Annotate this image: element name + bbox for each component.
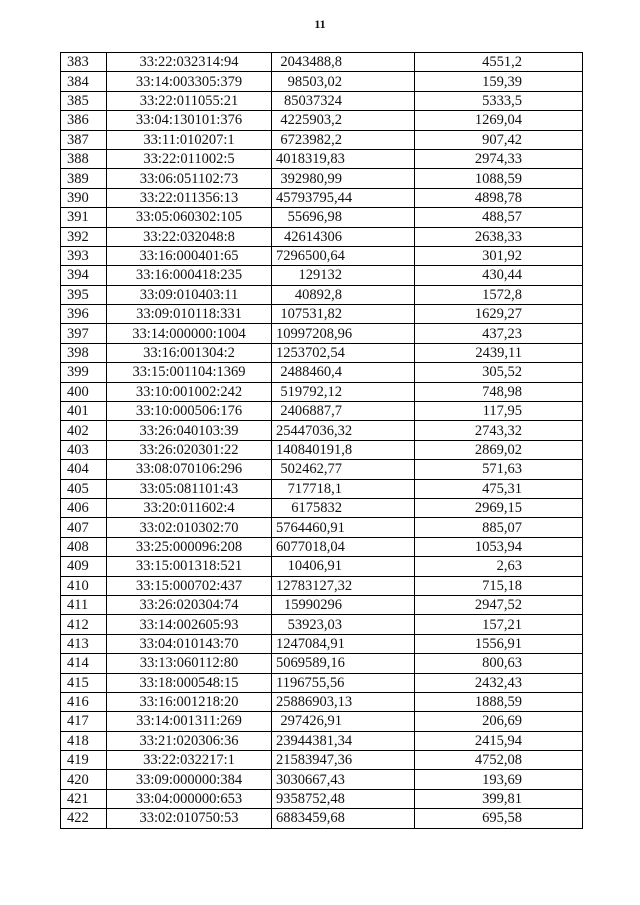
cadastral-number-cell: 33:22:032048:8 [107,227,272,246]
cadastral-value-cell: 4018319,83 [272,149,415,168]
row-number-cell: 407 [61,518,107,537]
cadastral-value-cell: 45793795,44 [272,188,415,207]
cadastral-number-cell: 33:22:011055:21 [107,91,272,110]
cadastral-value-cell: 42614306 [272,227,415,246]
row-number-cell: 398 [61,343,107,362]
row-number-cell: 408 [61,537,107,556]
amount-cell: 5333,5 [415,91,583,110]
amount-cell: 1088,59 [415,169,583,188]
cadastral-value-cell: 502462,77 [272,460,415,479]
amount-cell: 2415,94 [415,731,583,750]
cadastral-value-cell: 1253702,54 [272,343,415,362]
table-body [61,53,583,829]
amount-cell: 488,57 [415,208,583,227]
cadastral-number-cell: 33:16:001304:2 [107,343,272,362]
table-row [61,227,583,246]
cadastral-value-cell: 6723982,2 [272,130,415,149]
row-number-cell: 417 [61,712,107,731]
cadastral-number-cell: 33:15:001104:1369 [107,363,272,382]
cadastral-value-cell: 519792,12 [272,382,415,401]
cadastral-value-cell: 1196755,56 [272,673,415,692]
cadastral-value-cell: 140840191,8 [272,440,415,459]
table-row [61,460,583,479]
row-number-cell: 402 [61,421,107,440]
row-number-cell: 391 [61,208,107,227]
amount-cell: 159,39 [415,72,583,91]
row-number-cell: 387 [61,130,107,149]
row-number-cell: 390 [61,188,107,207]
cadastral-value-cell: 297426,91 [272,712,415,731]
row-number-cell: 421 [61,789,107,808]
amount-cell: 430,44 [415,266,583,285]
cadastral-number-cell: 33:14:002605:93 [107,615,272,634]
amount-cell: 885,07 [415,518,583,537]
amount-cell: 437,23 [415,324,583,343]
row-number-cell: 410 [61,576,107,595]
table-row [61,809,583,828]
amount-cell: 2969,15 [415,498,583,517]
row-number-cell: 401 [61,402,107,421]
cadastral-value-cell: 2406887,7 [272,402,415,421]
row-number-cell: 406 [61,498,107,517]
cadastral-value-cell: 6883459,68 [272,809,415,828]
cadastral-number-cell: 33:04:010143:70 [107,634,272,653]
cadastral-number-cell: 33:21:020306:36 [107,731,272,750]
amount-cell: 157,21 [415,615,583,634]
table-row [61,324,583,343]
table-row [61,440,583,459]
cadastral-number-cell: 33:16:000401:65 [107,246,272,265]
cadastral-number-cell: 33:09:010118:331 [107,305,272,324]
table-row [61,266,583,285]
amount-cell: 2432,43 [415,673,583,692]
row-number-cell: 394 [61,266,107,285]
row-number-cell: 384 [61,72,107,91]
amount-cell: 2,63 [415,557,583,576]
amount-cell: 1629,27 [415,305,583,324]
cadastral-number-cell: 33:22:011356:13 [107,188,272,207]
cadastral-number-cell: 33:05:060302:105 [107,208,272,227]
row-number-cell: 404 [61,460,107,479]
cadastral-value-cell: 2488460,4 [272,363,415,382]
row-number-cell: 422 [61,809,107,828]
cadastral-value-cell: 25447036,32 [272,421,415,440]
cadastral-number-cell: 33:16:001218:20 [107,692,272,711]
table-row [61,654,583,673]
amount-cell: 301,92 [415,246,583,265]
cadastral-number-cell: 33:02:010750:53 [107,809,272,828]
table-row [61,615,583,634]
cadastral-number-cell: 33:11:010207:1 [107,130,272,149]
cadastral-value-cell: 6077018,04 [272,537,415,556]
table-row [61,130,583,149]
row-number-cell: 412 [61,615,107,634]
table-row [61,692,583,711]
row-number-cell: 415 [61,673,107,692]
cadastral-value-cell: 6175832 [272,498,415,517]
table-row [61,557,583,576]
cadastral-value-cell: 85037324 [272,91,415,110]
cadastral-value-cell: 40892,8 [272,285,415,304]
row-number-cell: 388 [61,149,107,168]
table-row [61,595,583,614]
table-row [61,91,583,110]
table-row [61,111,583,130]
cadastral-number-cell: 33:14:003305:379 [107,72,272,91]
amount-cell: 206,69 [415,712,583,731]
cadastral-value-cell: 9358752,48 [272,789,415,808]
row-number-cell: 386 [61,111,107,130]
cadastral-number-cell: 33:14:000000:1004 [107,324,272,343]
amount-cell: 1572,8 [415,285,583,304]
cadastral-number-cell: 33:26:040103:39 [107,421,272,440]
amount-cell: 475,31 [415,479,583,498]
cadastral-number-cell: 33:06:051102:73 [107,169,272,188]
amount-cell: 800,63 [415,654,583,673]
amount-cell: 695,58 [415,809,583,828]
amount-cell: 1053,94 [415,537,583,556]
cadastral-value-cell: 4225903,2 [272,111,415,130]
table-row [61,149,583,168]
table-row [61,343,583,362]
table-row [61,537,583,556]
amount-cell: 2869,02 [415,440,583,459]
row-number-cell: 393 [61,246,107,265]
cadastral-number-cell: 33:20:011602:4 [107,498,272,517]
table-row [61,305,583,324]
row-number-cell: 418 [61,731,107,750]
cadastral-value-cell: 15990296 [272,595,415,614]
table-row [61,479,583,498]
row-number-cell: 411 [61,595,107,614]
table-row [61,285,583,304]
amount-cell: 1269,04 [415,111,583,130]
amount-cell: 2439,11 [415,343,583,362]
amount-cell: 2743,32 [415,421,583,440]
cadastral-value-cell: 3030667,43 [272,770,415,789]
cadastral-value-cell: 12783127,32 [272,576,415,595]
amount-cell: 715,18 [415,576,583,595]
cadastral-value-cell: 21583947,36 [272,751,415,770]
row-number-cell: 385 [61,91,107,110]
cadastral-value-cell: 7296500,64 [272,246,415,265]
row-number-cell: 383 [61,53,107,72]
cadastral-value-cell: 5069589,16 [272,654,415,673]
row-number-cell: 416 [61,692,107,711]
cadastral-value-cell: 10997208,96 [272,324,415,343]
cadastral-value-cell: 53923,03 [272,615,415,634]
table-row [61,731,583,750]
cadastral-number-cell: 33:10:000506:176 [107,402,272,421]
table-row [61,518,583,537]
row-number-cell: 405 [61,479,107,498]
cadastral-value-cell: 717718,1 [272,479,415,498]
row-number-cell: 409 [61,557,107,576]
table-row [61,363,583,382]
cadastral-value-cell: 107531,82 [272,305,415,324]
cadastral-value-cell: 55696,98 [272,208,415,227]
row-number-cell: 420 [61,770,107,789]
cadastral-number-cell: 33:22:032217:1 [107,751,272,770]
row-number-cell: 395 [61,285,107,304]
cadastral-number-cell: 33:26:020304:74 [107,595,272,614]
table-row [61,421,583,440]
amount-cell: 4898,78 [415,188,583,207]
cadastral-value-cell: 23944381,34 [272,731,415,750]
row-number-cell: 419 [61,751,107,770]
amount-cell: 748,98 [415,382,583,401]
cadastral-number-cell: 33:25:000096:208 [107,537,272,556]
row-number-cell: 389 [61,169,107,188]
cadastral-number-cell: 33:04:130101:376 [107,111,272,130]
amount-cell: 399,81 [415,789,583,808]
amount-cell: 907,42 [415,130,583,149]
cadastral-value-cell: 2043488,8 [272,53,415,72]
cadastral-number-cell: 33:22:032314:94 [107,53,272,72]
row-number-cell: 396 [61,305,107,324]
cadastral-value-cell: 98503,02 [272,72,415,91]
table-row [61,169,583,188]
row-number-cell: 392 [61,227,107,246]
cadastral-number-cell: 33:14:001311:269 [107,712,272,731]
row-number-cell: 400 [61,382,107,401]
row-number-cell: 403 [61,440,107,459]
cadastral-number-cell: 33:16:000418:235 [107,266,272,285]
table-row [61,246,583,265]
cadastral-number-cell: 33:26:020301:22 [107,440,272,459]
cadastral-number-cell: 33:05:081101:43 [107,479,272,498]
table-row [61,53,583,72]
table-row [61,402,583,421]
table-row [61,789,583,808]
table-row [61,673,583,692]
amount-cell: 117,95 [415,402,583,421]
amount-cell: 4752,08 [415,751,583,770]
amount-cell: 2947,52 [415,595,583,614]
row-number-cell: 399 [61,363,107,382]
table-row [61,751,583,770]
cadastral-value-cell: 25886903,13 [272,692,415,711]
cadastral-number-cell: 33:04:000000:653 [107,789,272,808]
row-number-cell: 414 [61,654,107,673]
amount-cell: 1888,59 [415,692,583,711]
table-row [61,576,583,595]
amount-cell: 1556,91 [415,634,583,653]
cadastral-value-table [60,52,583,829]
table-row [61,770,583,789]
table-row [61,188,583,207]
cadastral-number-cell: 33:10:001002:242 [107,382,272,401]
table-row [61,634,583,653]
cadastral-number-cell: 33:15:000702:437 [107,576,272,595]
page-number: 11 [314,17,326,31]
cadastral-number-cell: 33:18:000548:15 [107,673,272,692]
cadastral-number-cell: 33:15:001318:521 [107,557,272,576]
cadastral-value-cell: 129132 [272,266,415,285]
table-row [61,208,583,227]
cadastral-number-cell: 33:09:010403:11 [107,285,272,304]
cadastral-number-cell: 33:13:060112:80 [107,654,272,673]
amount-cell: 2638,33 [415,227,583,246]
cadastral-value-cell: 5764460,91 [272,518,415,537]
cadastral-number-cell: 33:22:011002:5 [107,149,272,168]
table-row [61,382,583,401]
cadastral-number-cell: 33:02:010302:70 [107,518,272,537]
table-row [61,72,583,91]
table-row [61,712,583,731]
table-row [61,498,583,517]
amount-cell: 2974,33 [415,149,583,168]
amount-cell: 305,52 [415,363,583,382]
amount-cell: 4551,2 [415,53,583,72]
cadastral-value-cell: 1247084,91 [272,634,415,653]
amount-cell: 193,69 [415,770,583,789]
amount-cell: 571,63 [415,460,583,479]
cadastral-value-cell: 392980,99 [272,169,415,188]
row-number-cell: 413 [61,634,107,653]
cadastral-value-cell: 10406,91 [272,557,415,576]
cadastral-number-cell: 33:09:000000:384 [107,770,272,789]
cadastral-number-cell: 33:08:070106:296 [107,460,272,479]
row-number-cell: 397 [61,324,107,343]
